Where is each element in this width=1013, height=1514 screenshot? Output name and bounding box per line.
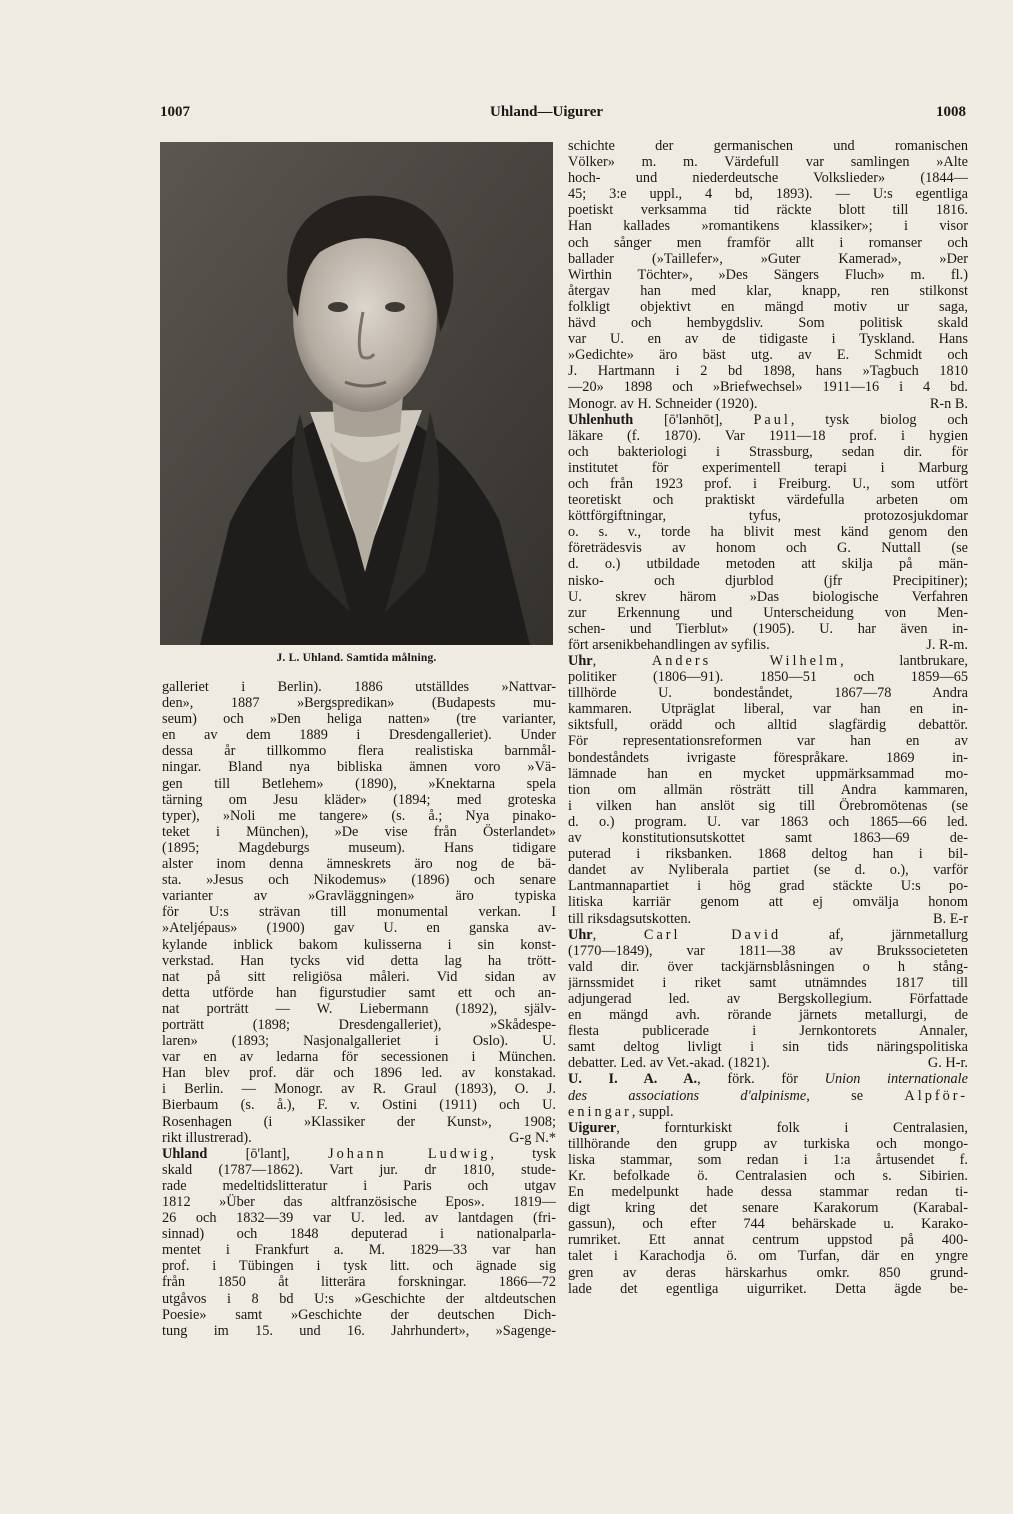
- text-fragment: , förk. för: [697, 1071, 825, 1088]
- text-line: En medelpunkt hade dessa stammar redan ti-: [568, 1184, 968, 1201]
- headword-uhr: Uhr: [568, 653, 593, 669]
- text-line: institutet för experimentell terapi i Marburg: [568, 459, 968, 476]
- text-line: [568, 1088, 968, 1104]
- text-line: av konstitutionsutskottet samt 1863—69 de-: [568, 830, 968, 847]
- text-line: sinnad) och 1848 deputerad i nationalparla-: [162, 1226, 556, 1243]
- portrait-image: [160, 142, 553, 645]
- left-column: [162, 679, 556, 1339]
- pronunciation: [ō'lənhōt],: [633, 411, 754, 428]
- spaced-name: Johann Ludwig: [328, 1145, 491, 1162]
- headword-uhland: Uhland: [162, 1145, 208, 1162]
- cross-reference: eningar: [568, 1103, 632, 1120]
- text-line: (1895; Magdeburgs museum). Hans tidigare: [162, 839, 556, 856]
- headword-uhlenhuth: Uhlenhuth: [568, 411, 634, 428]
- text-line: digt kring det senare Karakorum (Karabal-: [568, 1200, 968, 1217]
- text-line: laren» (1893; Nasjonalgalleriet i Oslo). U.: [162, 1033, 556, 1050]
- text-line: Völker» m. m. Värdefull var samlingen »Alte: [568, 154, 968, 171]
- text-line: detta utförde han figurstudier samt ett och an-: [162, 984, 556, 1001]
- text-line: var en av ledarna för secessionen i München.: [162, 1049, 556, 1066]
- text-fragment: , tysk: [490, 1145, 556, 1162]
- running-title: Uhland—Uigurer: [490, 104, 604, 120]
- text-line: siktsfull, orädd och alltid slagfärdig debattör.: [568, 717, 968, 734]
- text-line: kylande inblick bakom kulisserna i sin konst-: [162, 936, 556, 953]
- headword-uhr: Uhr: [568, 926, 593, 943]
- cross-reference: Alpför-: [904, 1087, 968, 1104]
- text-line: [568, 1055, 968, 1071]
- text-line: och från 1923 prof. i Freiburg. U., som utfört: [568, 475, 968, 492]
- text-line: —20» 1898 och »Briefwechsel» 1911—16 i 4 bd.: [568, 379, 968, 396]
- text-line: [568, 396, 968, 412]
- text-line: prof. i Tübingen i tysk litt. och ägnade sig: [162, 1258, 556, 1275]
- text-line: tion om allmän rösträtt till Andra kammaren,: [568, 781, 968, 798]
- text-line: galleriet i Berlin). 1886 utställdes »Nattvar-: [162, 679, 556, 695]
- headword-uiaa: U. I. A. A.: [568, 1071, 698, 1088]
- text-line: hävd och hembygdsliv. Som politisk skald: [568, 315, 968, 332]
- author-signature: G. H-r.: [927, 1055, 968, 1072]
- text-fragment: , suppl.: [631, 1103, 674, 1120]
- text-line: schen- und Tierblut» (1905). U. har även in-: [568, 620, 968, 637]
- text-line: i Berlin. — Monogr. av R. Graul (1893), O. J.: [162, 1081, 556, 1098]
- text-line: gren av deras härskarhus omkr. 850 grund-: [568, 1264, 968, 1281]
- text-line: Han blev prof. där och 1896 led. av konstakad.: [162, 1065, 556, 1082]
- text-line: »Ateljépaus» (1900) gav U. en ganska av-: [162, 920, 556, 937]
- text-line: »Gedichte» äro bäst utg. av E. Schmidt och: [568, 347, 968, 364]
- text-line: och bakteriologi i Strassburg, sedan dir. för: [568, 443, 968, 460]
- text-line: tung im 15. und 16. Jahrhundert», »Sagenge-: [162, 1322, 556, 1339]
- text-line: varianter av »Gravläggningen» äro typiska: [162, 888, 556, 905]
- text-line: teket i München), »De vise från Österlandet»: [162, 823, 556, 840]
- text-line: hoch- und niederdeutsche Volkslieder» (1844—: [568, 170, 968, 187]
- text-line: nat porträtt — W. Liebermann (1892), själv-: [162, 1000, 556, 1017]
- text-line: var U. en av de tidigaste i Tyskland. Hans: [568, 331, 968, 348]
- text-line: [568, 637, 968, 653]
- text-line: teoretiskt och praktiskt värdefulla arbeten om: [568, 492, 968, 509]
- entry-uhland-first-line: [162, 1146, 556, 1162]
- author-signature: B. E-r: [933, 910, 968, 927]
- text-fragment: Monogr. av H. Schneider (1920).: [568, 395, 758, 412]
- text-line: gassun), och efter 744 behärskade u. Karako-: [568, 1216, 968, 1233]
- text-line: en mängd avh. rörande järnets metallurgi, de: [568, 1007, 968, 1024]
- italic-term: Union internationale: [824, 1071, 968, 1088]
- text-line: zur Erkennung und Unterscheidung von Men-: [568, 604, 968, 621]
- text-line: nat på sitt religiösa måleri. Vid sidan av: [162, 968, 556, 985]
- text-line: verkstad. Han tycks vid detta lag ha trött-: [162, 952, 556, 969]
- text-fragment: af, järnmetallurg: [781, 926, 968, 943]
- text-line: rumriket. Ett annat centrum uppstod på 400-: [568, 1232, 968, 1249]
- text-line: lade det egentliga uigurriket. Detta ägde be-: [568, 1280, 968, 1297]
- text-line: dessa år tillkommo flera realistiska barnmål-: [162, 743, 556, 760]
- text-line: ningar. Bland nya bibliska ämnen voro »Vä-: [162, 759, 556, 776]
- figure-caption: J. L. Uhland. Samtida målning.: [276, 652, 437, 664]
- text-line: [568, 911, 968, 927]
- text-line: bondeståndets ivrigaste förespråkare. 1869 in-: [568, 749, 968, 766]
- text-line: järnssmidet i riket samt utnämndes 1817 till: [568, 974, 968, 991]
- text-line: schichte der germanischen und romanischen: [568, 138, 968, 154]
- text-line: lämnade han en mycket uppmärksammad mo-: [568, 765, 968, 782]
- text-line: U. skrev härom »Das biologische Verfahren: [568, 588, 968, 605]
- text-line: skald (1787—1862). Vart jur. dr 1810, stude-: [162, 1161, 556, 1178]
- text-line: tillhörande den grupp av turkiska och mongo-: [568, 1135, 968, 1152]
- text-line: och sånger men framför allt i romanser och: [568, 234, 968, 251]
- text-line: Wirthin Töchter», »Des Sängers Fluch» m. fl.): [568, 266, 968, 283]
- running-header: [160, 104, 966, 128]
- text-line: företrädesvis av honom och G. Nuttall (se: [568, 540, 968, 557]
- text-line: liska stammar, som redan i 1:a årtusendet f.: [568, 1151, 968, 1168]
- text-line: adjungerad led. av Bergskollegium. Författade: [568, 990, 968, 1007]
- text-line: alster inom denna ämneskrets äro nog de bä-: [162, 856, 556, 873]
- text-line: puterad i riksbanken. 1868 deltog han i bil-: [568, 846, 968, 863]
- text-line: den», 1887 »Bergspredikan» (Budapests mu-: [162, 695, 556, 712]
- text-line: d. o.) utbildade metoden att skilja på män-: [568, 556, 968, 573]
- text-line: seum) och »Den heliga natten» (tre varianter,: [162, 711, 556, 728]
- text-line: typer), »Noli me tangere» (s. å.; Nya pinako-: [162, 807, 556, 824]
- text-fragment: , fornturkiskt folk i Centralasien,: [616, 1119, 968, 1136]
- text-line: rade medeltidslitteratur i Paris och utgav: [162, 1177, 556, 1194]
- text-line: tärning om Jesu kläder» (1894; med groteska: [162, 791, 556, 808]
- spaced-name: Carl David: [643, 926, 782, 943]
- text-line: För representationsreformen var han en av: [568, 733, 968, 750]
- author-signature: R-n B.: [929, 395, 968, 412]
- text-line: för U:s strävan till monumental verkan. I: [162, 904, 556, 921]
- text-line: utgåvos i 8 bd U:s »Geschichte der altdeutschen: [162, 1290, 556, 1307]
- text-line: Rosenhagen (i »Klassiker der Kunst», 1908;: [162, 1113, 556, 1130]
- text-line: [162, 1130, 556, 1146]
- text-line: gen till Betlehem» (1890), »Knektarna spela: [162, 775, 556, 792]
- text-line: d. o.) program. U. var 1863 och 1865—66 led.: [568, 813, 968, 830]
- text-line: tillhörde U. bondeståndet, 1867—78 Andra: [568, 685, 968, 702]
- italic-term: des associations d'alpinisme: [568, 1087, 807, 1104]
- text-line: J. Hartmann i 2 bd 1898, hans »Tagbuch 1810: [568, 363, 968, 380]
- text-fragment: till riksdagsutskotten.: [568, 910, 692, 927]
- right-column: [568, 138, 968, 1297]
- text-line: i vilken han anslöt sig till Örebromötenas (se: [568, 797, 968, 814]
- text-line: folkligt objektivt en mängd motiv ur saga,: [568, 298, 968, 315]
- text-line: ballader (»Taillefer», »Guter Kamerad», »Der: [568, 250, 968, 267]
- entry-uhr-carl-first-line: [568, 927, 968, 943]
- spaced-name: Paul: [753, 411, 791, 428]
- text-line: kammaren. Utpräglat liberal, var han en in-: [568, 701, 968, 718]
- text-line: politiker (1806—91). 1850—51 och 1859—65: [568, 669, 968, 686]
- headword-uigurer: Uigurer: [568, 1119, 617, 1136]
- pronunciation: [ō'lant],: [207, 1145, 329, 1162]
- text-fragment: , tysk biolog och: [790, 411, 968, 428]
- text-line: från 1850 åt litterära forskningar. 1866—72: [162, 1274, 556, 1291]
- text-line: Poesie» samt »Geschichte der deutschen Dich-: [162, 1306, 556, 1323]
- text-fragment: fört arsenikbehandlingen av syfilis.: [568, 636, 770, 653]
- page-number-right: 1008: [936, 104, 966, 120]
- text-line: 1812 »Über das altfranzösische Epos». 1819—: [162, 1194, 556, 1210]
- text-line: Kr. befolkade ö. Centralasien och s. Sibirien.: [568, 1168, 968, 1184]
- text-line: porträtt (1898; Dresdengalleriet), »Skådespe-: [162, 1016, 556, 1033]
- author-signature: G-g N.*: [509, 1129, 556, 1146]
- text-line: 45; 3:e uppl., 4 bd, 1893). — U:s egentliga: [568, 186, 968, 203]
- text-fragment: rikt illustrerad).: [162, 1129, 252, 1146]
- text-line: 26 och 1832—39 var U. led. av lantdagen (fri-: [162, 1210, 556, 1227]
- entry-uhr-anders-first-line: [568, 653, 968, 669]
- author-signature: J. R-m.: [926, 636, 968, 653]
- text-line: Han kallades »romantikens klassiker»; i visor: [568, 218, 968, 235]
- text-fragment: debatter. Led. av Vet.-akad. (1821).: [568, 1055, 770, 1072]
- spacer: ,: [592, 926, 644, 943]
- text-line: vald dir. över tackjärnsblåsningen o h stång-: [568, 958, 968, 975]
- portrait-illustration: [160, 142, 553, 645]
- text-line: mentet i Frankfurt a. M. 1829—33 var han: [162, 1242, 556, 1259]
- entry-uigurer-first-line: [568, 1120, 968, 1136]
- text-line: Lantmannapartiet i hög grad stäckte U:s po-: [568, 878, 968, 895]
- text-line: poetiskt verksamma tid räckte blott till 1816.: [568, 202, 968, 219]
- text-line: flesta publicerade i Jernkontorets Annaler,: [568, 1023, 968, 1040]
- text-line: samt deltog livligt i sin tids näringspolitiska: [568, 1039, 968, 1056]
- text-line: Bierbaum (s. å.), F. v. Ostini (1911) och U.: [162, 1097, 556, 1114]
- text-line: sta. »Jesus och Nikodemus» (1896) och senare: [162, 872, 556, 889]
- text-line: talet i Karachodja ö. om Turfan, där en yngre: [568, 1248, 968, 1265]
- entry-uiaa-first-line: [568, 1071, 968, 1087]
- text-fragment: , lantbrukare,: [840, 653, 968, 669]
- text-line: litiska karriär genom att ej omvälja honom: [568, 894, 968, 911]
- text-line: återgav han med klar, knapp, ren stilkonst: [568, 282, 968, 299]
- entry-uhlenhuth-first-line: [568, 412, 968, 428]
- text-line: [568, 1104, 968, 1120]
- text-line: dandet av Nyliberala partiet (se d. o.), varför: [568, 862, 968, 879]
- text-line: läkare (f. 1870). Var 1911—18 prof. i hygien: [568, 427, 968, 444]
- text-fragment: , se: [806, 1087, 905, 1104]
- text-line: o. s. v., torde ha blivit mest känd genom den: [568, 524, 968, 541]
- page-number-left: 1007: [160, 104, 190, 120]
- text-line: en av dem 1889 i Dresdengalleriet). Under: [162, 727, 556, 744]
- spaced-name: Anders Wilhelm: [651, 653, 841, 669]
- text-line: (1770—1849), var 1811—38 av Brukssocieteten: [568, 942, 968, 959]
- spacer: ,: [592, 653, 652, 669]
- text-line: köttförgiftningar, tyfus, protozosjukdomar: [568, 508, 968, 525]
- text-line: nisko- och djurblod (jfr Precipitiner);: [568, 572, 968, 589]
